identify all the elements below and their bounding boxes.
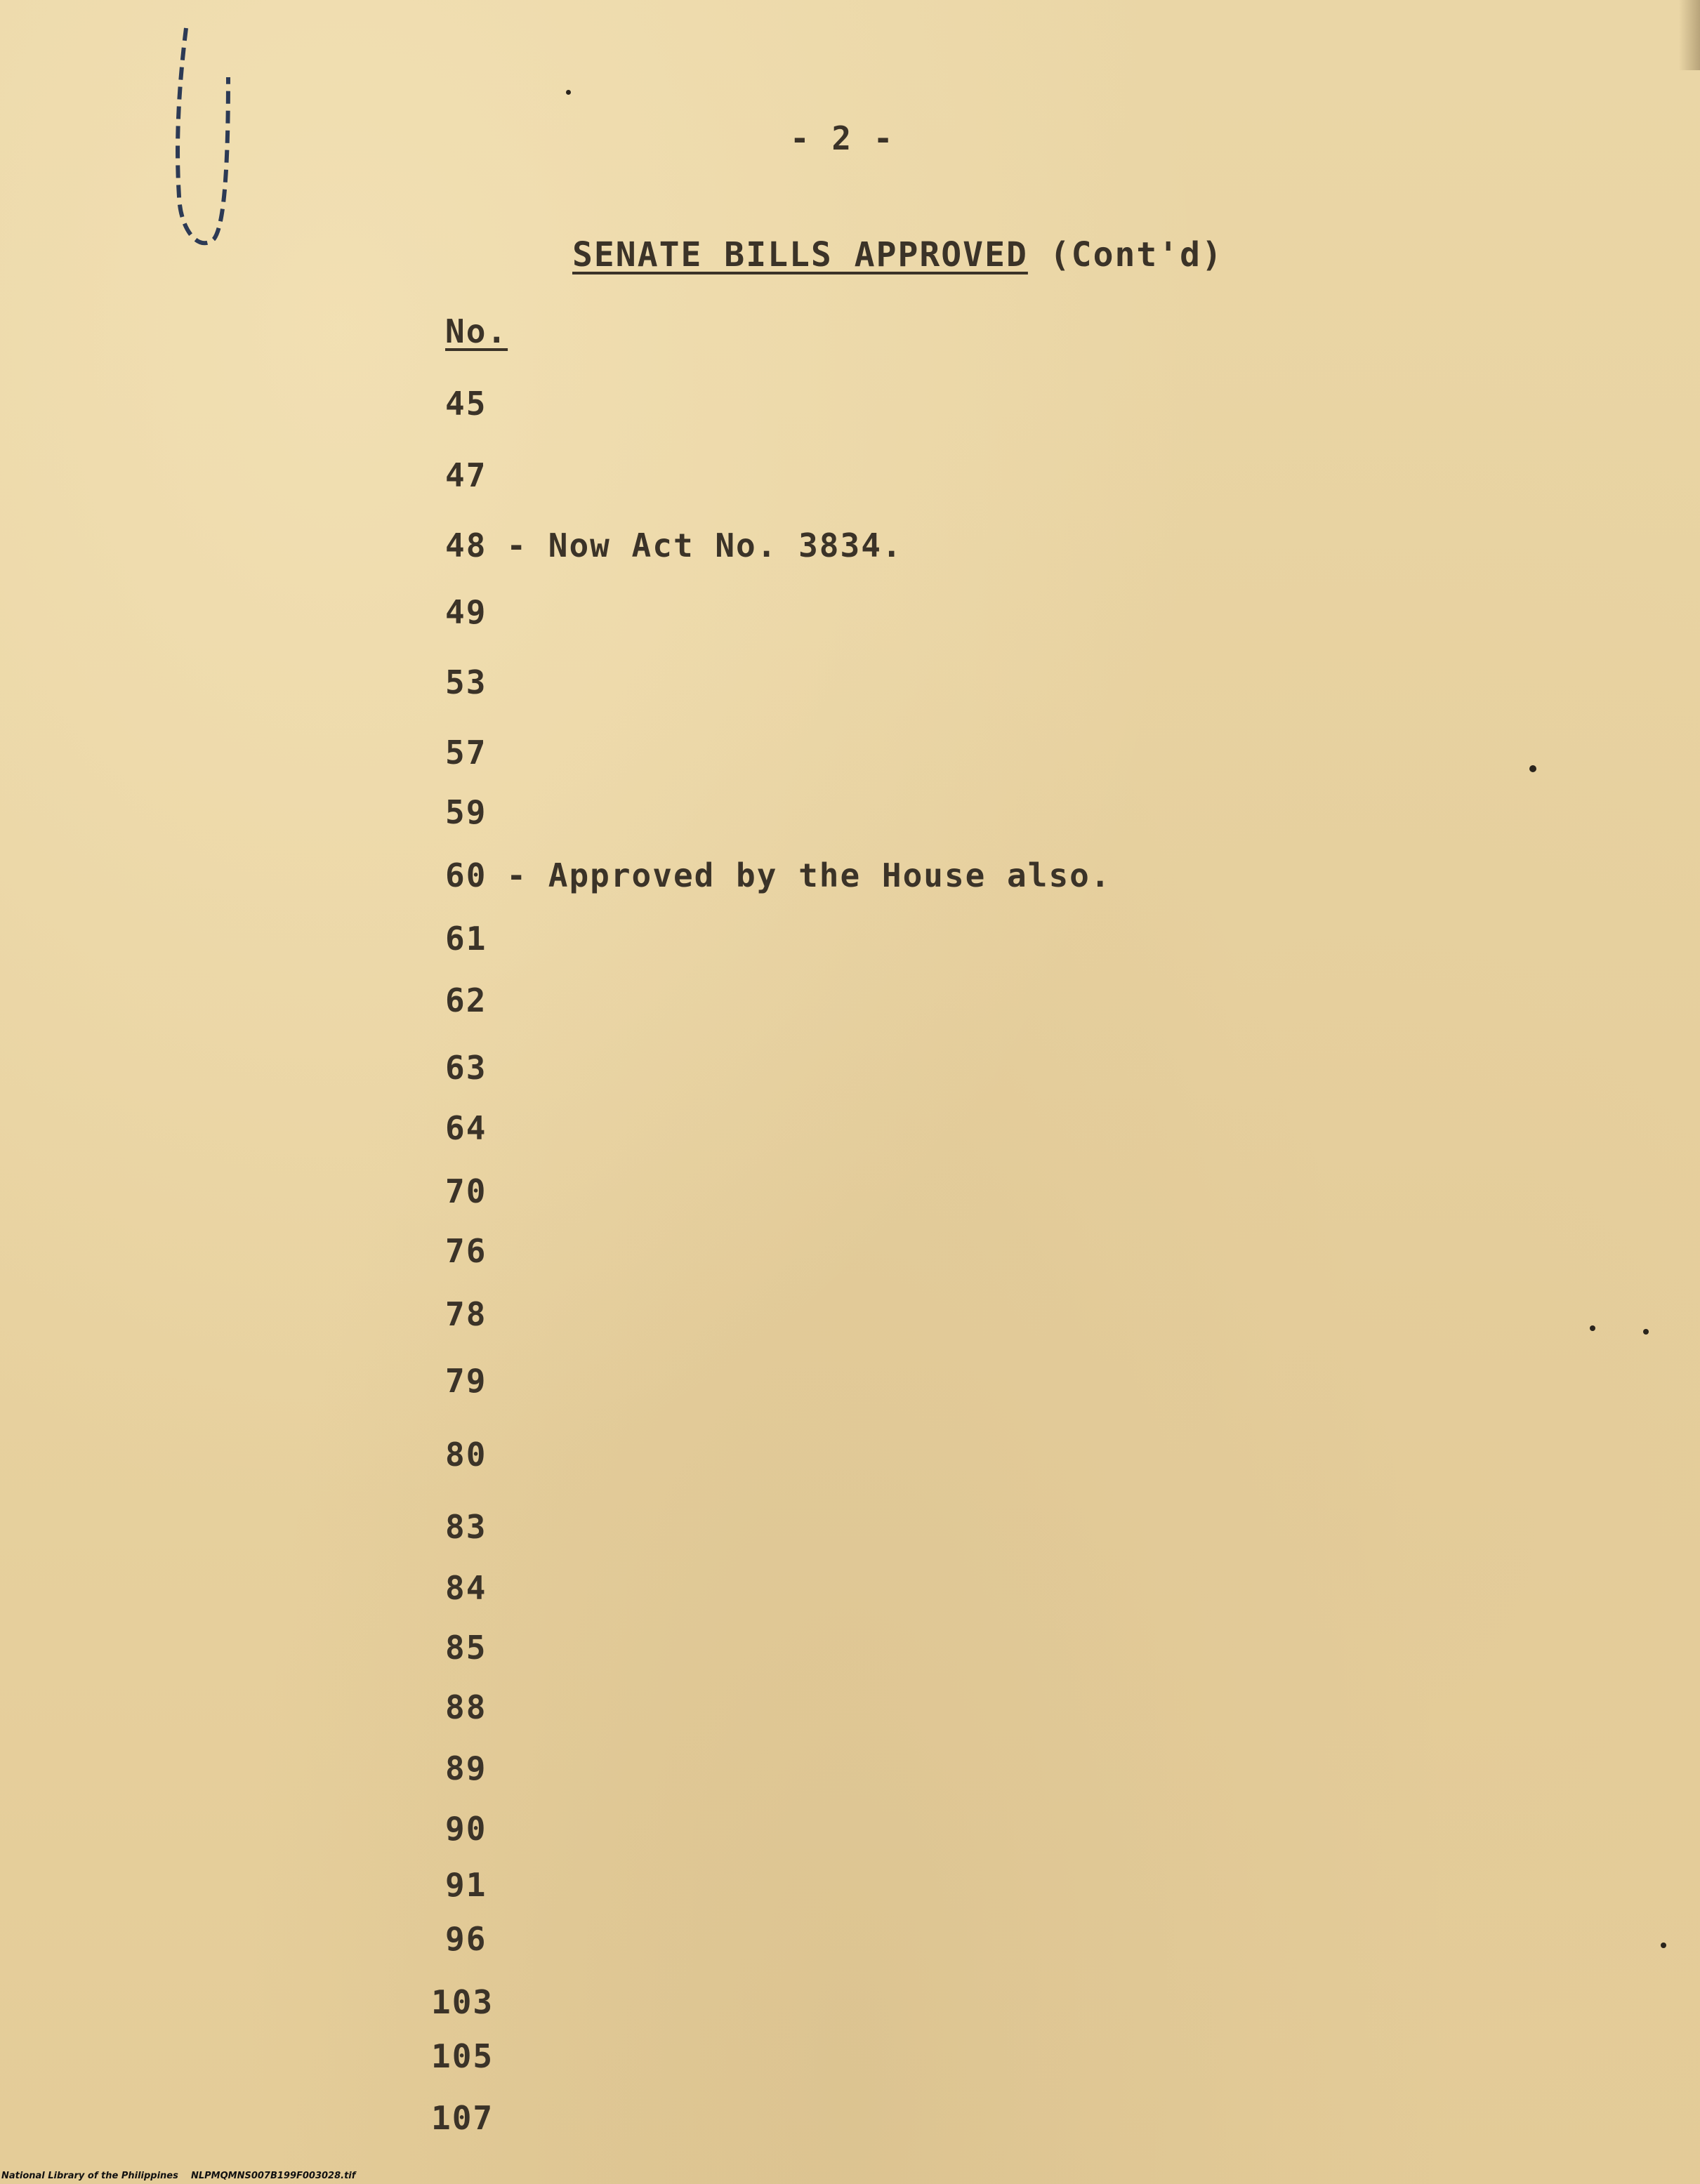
bill-row: [445, 663, 487, 701]
bill-number: 64: [445, 1109, 487, 1147]
bill-row: [445, 1109, 487, 1147]
bill-number: 89: [445, 1749, 487, 1787]
bill-note: - Now Act No. 3834.: [506, 527, 903, 564]
bill-number: 48: [445, 527, 487, 564]
page-number: - 2 -: [790, 119, 895, 157]
bill-row: [431, 2099, 494, 2137]
bill-number: 53: [445, 663, 487, 701]
bill-number: 103: [431, 1983, 494, 2021]
bill-number: 90: [445, 1810, 487, 1848]
bill-row: [445, 920, 487, 958]
paper-clip-mark: [158, 21, 242, 260]
ink-speck: [566, 90, 571, 95]
page-title: [572, 235, 1223, 274]
bill-number: 79: [445, 1362, 487, 1400]
bill-number: 62: [445, 981, 487, 1019]
bill-row: [445, 1749, 487, 1787]
bill-number: 70: [445, 1172, 487, 1210]
bill-number: 60: [445, 856, 487, 894]
bill-row: [445, 1295, 487, 1333]
bill-number: 47: [445, 456, 487, 494]
archive-footer: National Library of the Philippines NLPMQMNS007B199F003028.tif: [1, 2171, 356, 2181]
bill-row: [431, 1983, 494, 2021]
bill-number: 59: [445, 793, 487, 831]
bill-number: 105: [431, 2037, 494, 2075]
bill-number: 76: [445, 1232, 487, 1270]
bill-row: [445, 1629, 487, 1667]
page-edge-shadow: [1679, 0, 1700, 70]
bill-row: [445, 1436, 487, 1474]
bill-row: [431, 2037, 494, 2075]
bill-number: 63: [445, 1049, 487, 1087]
bill-number: 80: [445, 1436, 487, 1474]
bill-row: [445, 1810, 487, 1848]
ink-speck: [1661, 1943, 1666, 1948]
bill-row: [445, 1688, 487, 1726]
bill-number: 83: [445, 1508, 487, 1546]
title-suffix: (Cont'd): [1027, 235, 1223, 274]
bill-number: 61: [445, 920, 487, 958]
bill-number: 96: [445, 1920, 487, 1958]
bill-row: [445, 856, 1112, 894]
bill-row: [445, 793, 487, 831]
bill-note: - Approved by the House also.: [506, 856, 1112, 894]
column-header-no: No.: [445, 312, 508, 350]
bill-number: 49: [445, 593, 487, 631]
bill-number: 57: [445, 734, 487, 772]
bill-number: 45: [445, 385, 487, 423]
ink-speck: [1529, 765, 1536, 772]
bill-row: [445, 1049, 487, 1087]
bill-row: [445, 385, 487, 423]
bill-number: 84: [445, 1569, 487, 1607]
bill-row: [445, 981, 487, 1019]
bill-row: [445, 593, 487, 631]
ink-speck: [1590, 1325, 1595, 1331]
bill-row: [445, 1920, 487, 1958]
bill-row: [445, 527, 903, 564]
bill-row: [445, 1172, 487, 1210]
bill-number: 85: [445, 1629, 487, 1667]
bill-row: [445, 456, 487, 494]
bill-row: [445, 1866, 487, 1904]
bill-row: [445, 1362, 487, 1400]
bill-number: 78: [445, 1295, 487, 1333]
bill-row: [445, 1232, 487, 1270]
ink-speck: [1643, 1329, 1649, 1335]
bill-row: [445, 734, 487, 772]
bill-row: [445, 1569, 487, 1607]
bill-row: [445, 1508, 487, 1546]
bill-number: 107: [431, 2099, 494, 2137]
title-underlined: SENATE BILLS APPROVED: [572, 235, 1028, 274]
bill-number: 91: [445, 1866, 487, 1904]
bill-number: 88: [445, 1688, 487, 1726]
